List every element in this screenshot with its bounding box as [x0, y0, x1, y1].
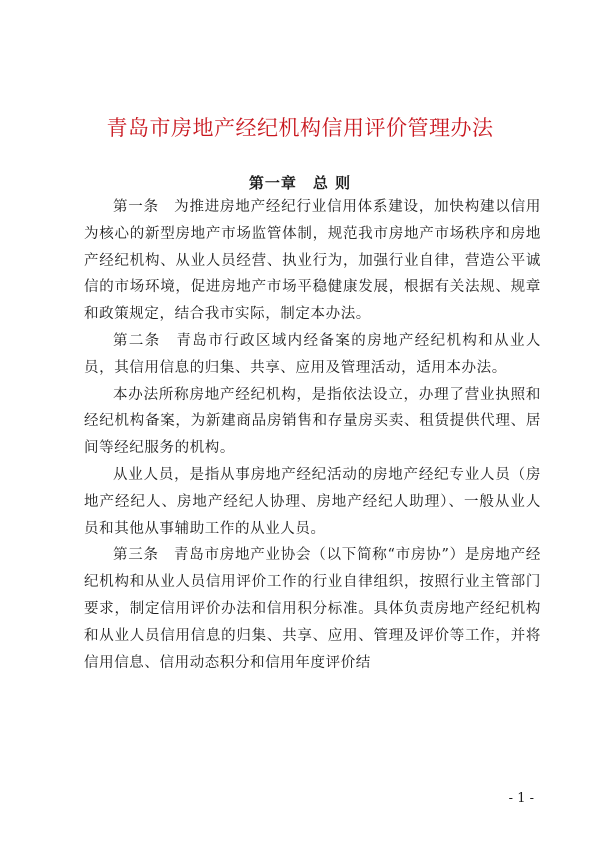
paragraph-article-2: 第二条 青岛市行政区域内经备案的房地产经纪机构和从业人员，其信用信息的归集、共享、应用及管理活动，适用本办法。: [84, 332, 541, 376]
paragraph-article-1: 第一条 为推进房地产经纪行业信用体系建设，加快构建以信用为核心的新型房地产市场监管体制，规范我市房地产市场秩序和房地产经纪机构、从业人员经营、执业行为，加强行业自律，营造公平诚信的市场环境，促进房地产市场平稳健康发展，根据有关法规、规章和政策规定，结合我市实际，制定本办法。: [84, 199, 541, 323]
document-body: [84, 194, 541, 676]
paragraph-article-3: 第三条 青岛市房地产业协会（以下简称“市房协”）是房地产经纪机构和从业人员信用评价工作的行业自律组织，按照行业主管部门要求，制定信用评价办法和信用积分标准。具体负责房地产经纪机构和从业人员信用信息的归集、共享、应用、管理及评价等工作，并将信用信息、信用动态积分和信用年度评价结: [84, 547, 541, 671]
chapter-heading: 第一章 总 则: [248, 174, 352, 192]
document-title: 青岛市房地产经纪机构信用评价管理办法: [106, 116, 494, 140]
paragraph-practitioner-definition: 从业人员，是指从事房地产经纪活动的房地产经纪专业人员（房地产经纪人、房地产经纪人协理、房地产经纪人助理）、一般从业人员和其他从事辅助工作的从业人员。: [84, 466, 541, 537]
paragraph-agency-definition: 本办法所称房地产经纪机构，是指依法设立，办理了营业执照和经纪机构备案，为新建商品房销售和存量房买卖、租赁提供代理、居间等经纪服务的机构。: [84, 386, 541, 457]
page-number: - 1 -: [508, 791, 534, 806]
